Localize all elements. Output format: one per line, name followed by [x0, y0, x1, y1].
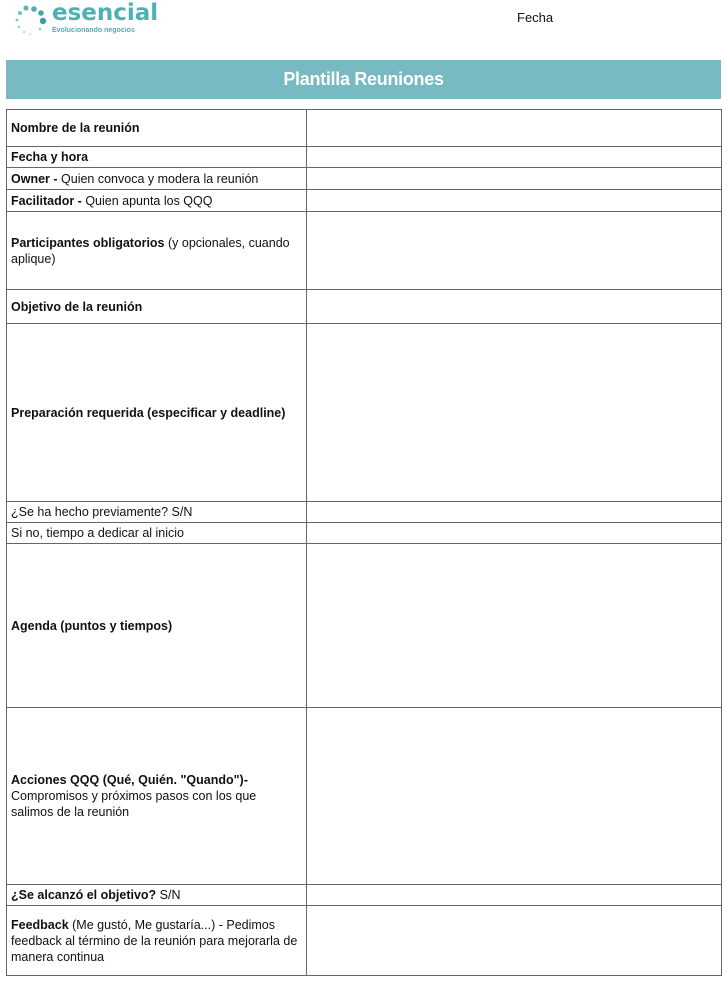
page-title: Plantilla Reuniones — [6, 60, 721, 99]
row-value[interactable] — [307, 885, 722, 906]
row-value[interactable] — [307, 906, 722, 976]
row-value[interactable] — [307, 212, 722, 290]
table-row — [7, 110, 722, 147]
row-label: Nombre de la reunión — [7, 110, 307, 147]
row-label: Acciones QQQ (Qué, Quién. "Quando")- Compromisos y próximos pasos con los que salimos de la reunión — [7, 708, 307, 885]
row-value[interactable] — [307, 168, 722, 190]
table-row — [7, 168, 722, 190]
table-row — [7, 523, 722, 544]
row-value[interactable] — [307, 110, 722, 147]
row-label: Participantes obligatorios (y opcionales, cuando aplique) — [7, 212, 307, 290]
table-row — [7, 190, 722, 212]
row-label: ¿Se alcanzó el objetivo? S/N — [7, 885, 307, 906]
fecha-label: Fecha — [517, 10, 554, 25]
row-label: Agenda (puntos y tiempos) — [7, 544, 307, 708]
table-row — [7, 885, 722, 906]
row-label: Owner - Quien convoca y modera la reunión — [7, 168, 307, 190]
row-label: ¿Se ha hecho previamente? S/N — [7, 502, 307, 523]
row-value[interactable] — [307, 190, 722, 212]
row-label: Preparación requerida (especificar y deadline) — [7, 324, 307, 502]
table-row — [7, 544, 722, 708]
row-label: Fecha y hora — [7, 147, 307, 168]
table-row — [7, 502, 722, 523]
table-row — [7, 906, 722, 976]
meeting-template-table — [6, 109, 722, 976]
row-value[interactable] — [307, 523, 722, 544]
row-value[interactable] — [307, 502, 722, 523]
logo — [14, 0, 159, 38]
row-label: Feedback (Me gustó, Me gustaría...) - Pedimos feedback al término de la reunión para mejorarla de manera continua — [7, 906, 307, 976]
row-label: Facilitador - Quien apunta los QQQ — [7, 190, 307, 212]
row-label: Si no, tiempo a dedicar al inicio — [7, 523, 307, 544]
table-row — [7, 212, 722, 290]
logo-dots-icon — [14, 4, 50, 38]
row-value[interactable] — [307, 544, 722, 708]
row-value[interactable] — [307, 324, 722, 502]
table-row — [7, 324, 722, 502]
table-row — [7, 290, 722, 324]
table-row — [7, 147, 722, 168]
row-value[interactable] — [307, 290, 722, 324]
table-row — [7, 708, 722, 885]
row-label: Objetivo de la reunión — [7, 290, 307, 324]
logo-tagline: Evolucionando negocios — [52, 27, 135, 34]
row-value[interactable] — [307, 147, 722, 168]
logo-wordmark: esencial — [52, 0, 159, 26]
row-value[interactable] — [307, 708, 722, 885]
